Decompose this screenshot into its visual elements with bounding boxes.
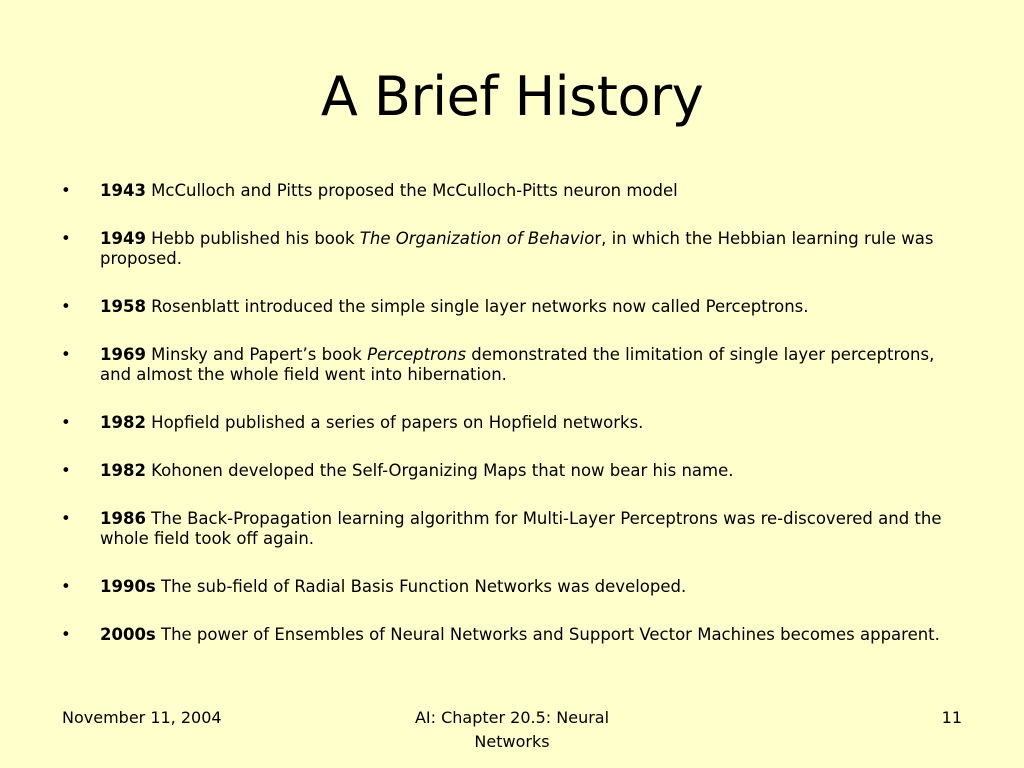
bullet-year: 1982 — [100, 413, 146, 432]
bullet-year: 1990s — [100, 577, 156, 596]
bullet-list — [58, 181, 963, 673]
bullet-item-2000s — [58, 625, 963, 645]
bullet-text-after: r, in which the Hebbian learning rule was proposed. — [100, 229, 934, 268]
bullet-year: 1958 — [100, 297, 146, 316]
footer-page-number: 11 — [941, 708, 962, 727]
book-title: Perceptrons — [367, 345, 467, 364]
bullet-dot-icon: • — [61, 345, 71, 364]
bullet-item-1982-kohonen — [58, 461, 963, 481]
bullet-item-1969 — [58, 345, 963, 385]
bullet-text: The power of Ensembles of Neural Networks and Support Vector Machines becomes apparent. — [155, 625, 940, 644]
bullet-year: 1949 — [100, 229, 146, 248]
bullet-dot-icon: • — [61, 297, 71, 316]
bullet-item-1958 — [58, 297, 963, 317]
bullet-text: Rosenblatt introduced the simple single layer networks now called Perceptrons. — [145, 297, 809, 316]
bullet-item-1982-hopfield — [58, 413, 963, 433]
bullet-text: Hebb published his book — [145, 229, 360, 248]
bullet-dot-icon: • — [61, 181, 71, 200]
bullet-text: Minsky and Papert’s book — [145, 345, 368, 364]
bullet-text: Hopfield published a series of papers on Hopfield networks. — [145, 413, 644, 432]
footer-chapter-line1: AI: Chapter 20.5: Neural — [414, 708, 610, 727]
bullet-year: 2000s — [100, 625, 156, 644]
footer-chapter-line2: Networks — [474, 732, 550, 751]
bullet-dot-icon: • — [61, 577, 71, 596]
bullet-text: The sub-field of Radial Basis Function Networks was developed. — [155, 577, 687, 596]
bullet-dot-icon: • — [61, 413, 71, 432]
bullet-year: 1969 — [100, 345, 146, 364]
bullet-text: The Back-Propagation learning algorithm for Multi-Layer Perceptrons was re-discovered and the whole field took off again. — [100, 509, 942, 548]
bullet-item-1986 — [58, 509, 963, 549]
bullet-text: Kohonen developed the Self-Organizing Maps that now bear his name. — [145, 461, 734, 480]
bullet-year: 1943 — [100, 181, 146, 200]
footer-chapter — [390, 706, 634, 754]
bullet-item-1990s — [58, 577, 963, 597]
bullet-dot-icon: • — [61, 625, 71, 644]
bullet-item-1949 — [58, 229, 963, 269]
bullet-year: 1986 — [100, 509, 146, 528]
book-title: The Organization of Behavio — [359, 229, 595, 248]
slide-title: A Brief History — [320, 65, 704, 128]
bullet-dot-icon: • — [61, 509, 71, 528]
bullet-dot-icon: • — [61, 229, 71, 248]
bullet-item-1943 — [58, 181, 963, 201]
bullet-text: McCulloch and Pitts proposed the McCulloch-Pitts neuron model — [145, 181, 678, 200]
footer-date: November 11, 2004 — [62, 708, 222, 727]
bullet-dot-icon: • — [61, 461, 71, 480]
bullet-year: 1982 — [100, 461, 146, 480]
bullet-text-after: demonstrated the limitation of single layer perceptrons, and almost the whole field went into hibernation. — [100, 345, 935, 384]
